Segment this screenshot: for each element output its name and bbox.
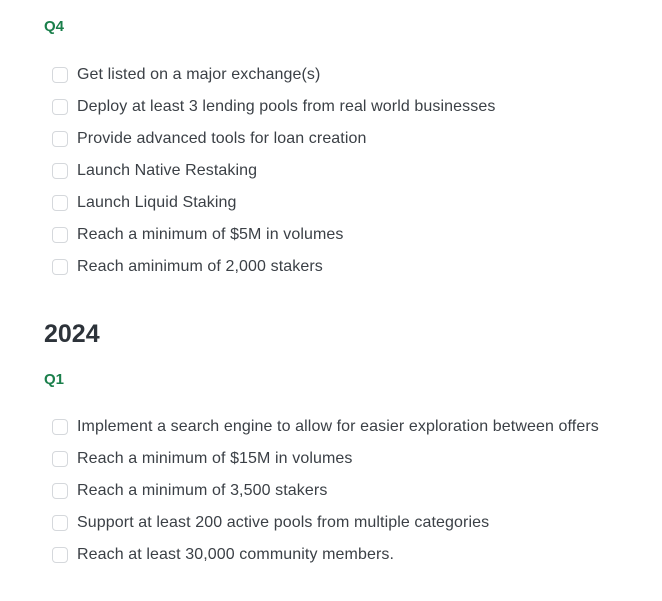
checklist-item[interactable] bbox=[52, 251, 495, 283]
quarter-heading-q4: Q4 bbox=[44, 18, 65, 35]
checklist-item[interactable] bbox=[52, 123, 495, 155]
q4-checklist bbox=[52, 59, 495, 283]
checklist-item-label: Reach a minimum of $5M in volumes bbox=[77, 226, 344, 243]
checkbox[interactable] bbox=[52, 259, 68, 275]
checklist-item-label: Reach a minimum of $15M in volumes bbox=[77, 450, 353, 467]
checkbox[interactable] bbox=[52, 163, 68, 179]
checkbox[interactable] bbox=[52, 227, 68, 243]
checkbox[interactable] bbox=[52, 483, 68, 499]
checklist-item[interactable] bbox=[52, 443, 599, 475]
checklist-item-label: Support at least 200 active pools from multiple categories bbox=[77, 514, 490, 531]
checkbox[interactable] bbox=[52, 131, 68, 147]
checklist-item[interactable] bbox=[52, 539, 599, 571]
checkbox[interactable] bbox=[52, 515, 68, 531]
checklist-item-label: Reach aminimum of 2,000 stakers bbox=[77, 258, 323, 275]
checklist-item[interactable] bbox=[52, 155, 495, 187]
quarter-heading-q1: Q1 bbox=[44, 371, 65, 388]
checkbox[interactable] bbox=[52, 547, 68, 563]
checkbox[interactable] bbox=[52, 451, 68, 467]
checklist-item-label: Deploy at least 3 lending pools from real world businesses bbox=[77, 98, 496, 115]
checklist-item-label: Provide advanced tools for loan creation bbox=[77, 130, 367, 147]
checkbox[interactable] bbox=[52, 195, 68, 211]
checklist-item-label: Reach at least 30,000 community members. bbox=[77, 546, 395, 563]
checklist-item[interactable] bbox=[52, 475, 599, 507]
q1-checklist bbox=[52, 411, 599, 571]
checklist-item[interactable] bbox=[52, 507, 599, 539]
checklist-item[interactable] bbox=[52, 91, 495, 123]
year-heading-2024: 2024 bbox=[44, 320, 100, 348]
checklist-item-label: Reach a minimum of 3,500 stakers bbox=[77, 482, 328, 499]
checklist-item[interactable] bbox=[52, 411, 599, 443]
checklist-item[interactable] bbox=[52, 59, 495, 91]
checkbox[interactable] bbox=[52, 419, 68, 435]
checklist-item-label: Launch Liquid Staking bbox=[77, 194, 237, 211]
checklist-item[interactable] bbox=[52, 219, 495, 251]
checkbox[interactable] bbox=[52, 99, 68, 115]
checklist-item-label: Implement a search engine to allow for easier exploration between offers bbox=[77, 418, 599, 435]
checklist-item[interactable] bbox=[52, 187, 495, 219]
checklist-item-label: Launch Native Restaking bbox=[77, 162, 258, 179]
checkbox[interactable] bbox=[52, 67, 68, 83]
checklist-item-label: Get listed on a major exchange(s) bbox=[77, 66, 321, 83]
